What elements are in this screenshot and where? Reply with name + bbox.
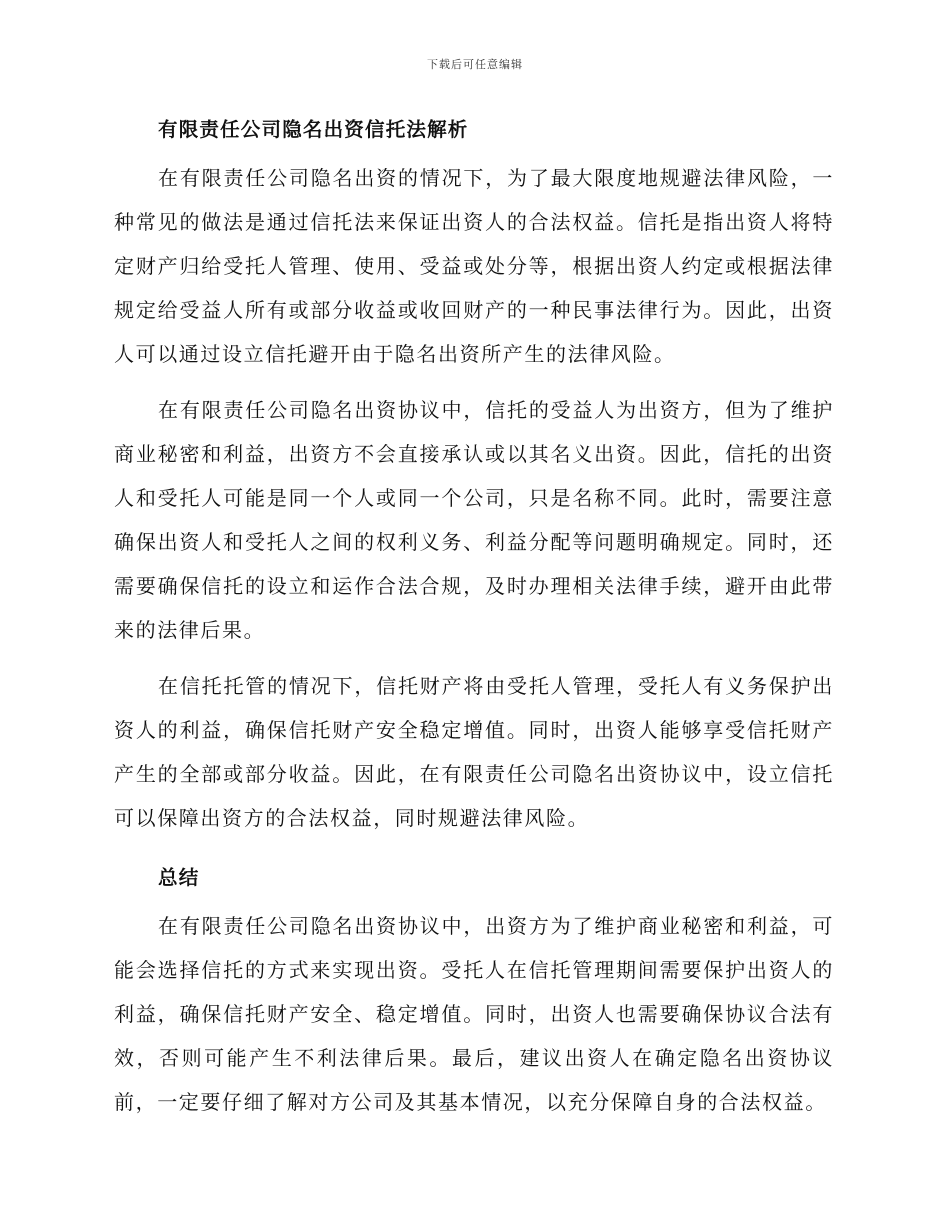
- paragraph-3: 在信托托管的情况下，信托财产将由受托人管理，受托人有义务保护出资人的利益，确保信托财产安全稳定增值。同时，出资人能够享受信托财产产生的全部或部分收益。因此，在有限责任公司隐名出资协议中，设立信托可以保障出资方的合法权益，同时规避法律风险。: [114, 674, 834, 830]
- page-header: 下载后可任意编辑: [427, 58, 523, 71]
- paragraph-2: 在有限责任公司隐名出资协议中，信托的受益人为出资方，但为了维护商业秘密和利益，出资方不会直接承认或以其名义出资。因此，信托的出资人和受托人可能是同一个人或同一个公司，只是名称不同。此时，需要注意确保出资人和受托人之间的权利义务、利益分配等问题明确规定。同时，还需要确保信托的设立和运作合法合规，及时办理相关法律手续，避开由此带来的法律后果。: [114, 398, 834, 642]
- paragraph-1: 在有限责任公司隐名出资的情况下，为了最大限度地规避法律风险，一种常见的做法是通过信托法来保证出资人的合法权益。信托是指出资人将特定财产归给受托人管理、使用、受益或处分等，根据出资人约定或根据法律规定给受益人所有或部分收益或收回财产的一种民事法律行为。因此，出资人可以通过设立信托避开由于隐名出资所产生的法律风险。: [114, 166, 834, 366]
- document-body: [114, 108, 834, 1124]
- section-title-summary: 总结: [158, 866, 200, 889]
- section-title-trust-analysis: 有限责任公司隐名出资信托法解析: [158, 118, 469, 141]
- summary-paragraph: 在有限责任公司隐名出资协议中，出资方为了维护商业秘密和利益，可能会选择信托的方式来实现出资。受托人在信托管理期间需要保护出资人的利益，确保信托财产安全、稳定增值。同时，出资人也需要确保协议合法有效，否则可能产生不利法律后果。最后，建议出资人在确定隐名出资协议前，一定要仔细了解对方公司及其基本情况，以充分保障自身的合法权益。: [114, 914, 834, 1114]
